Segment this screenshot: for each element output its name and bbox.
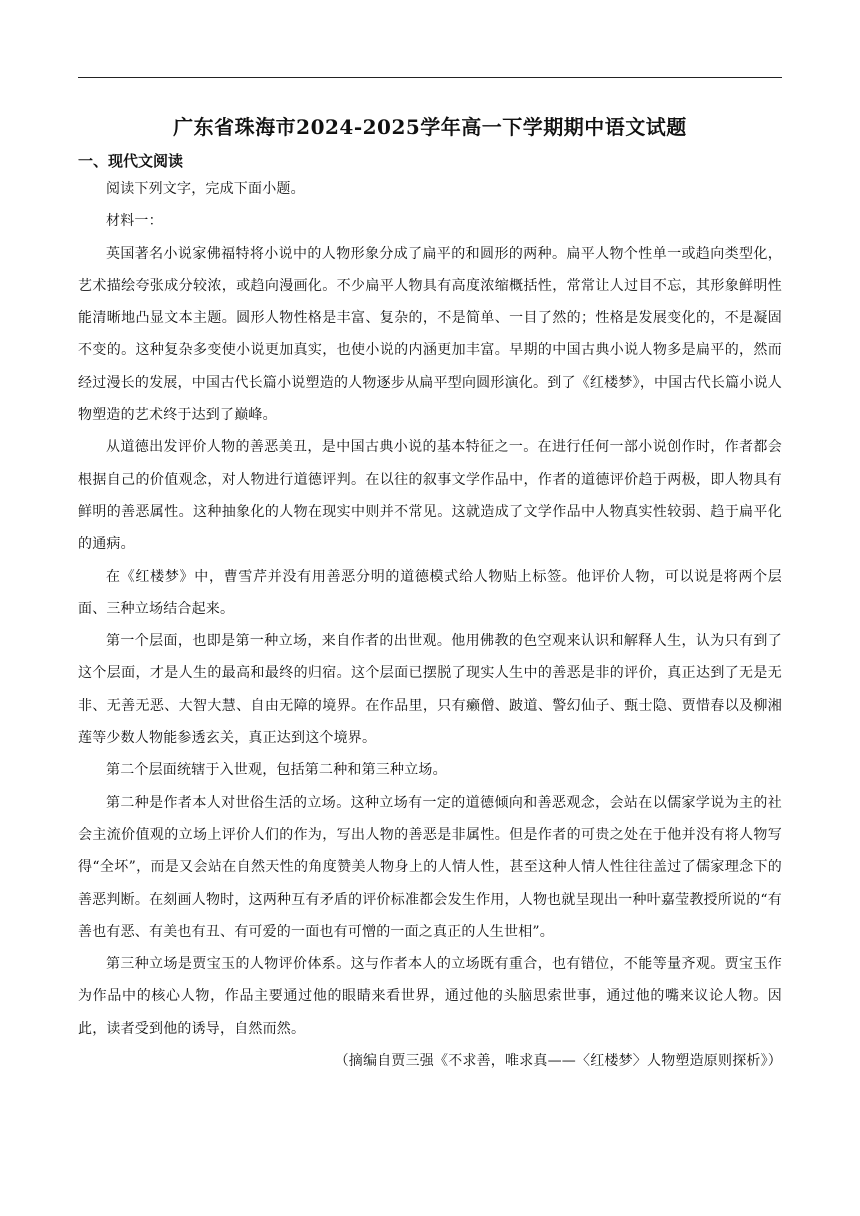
header-rule — [78, 77, 782, 78]
source-citation: （摘编自贾三强《不求善，唯求真——〈红楼梦〉人物塑造原则探析》） — [334, 1053, 782, 1070]
instruction-text: 阅读下列文字，完成下面小题。 — [106, 181, 305, 197]
material-label: 材料一： — [106, 213, 163, 230]
section-heading: 一、现代文阅读 — [78, 152, 184, 170]
page-title: 广东省珠海市2024-2025学年高一下学期期中语文试题 — [173, 115, 687, 139]
paragraph: 第一个层面，也即是第一种立场，来自作者的出世观。他用佛教的色空观来认识和解释人生，认为只有到了这个层面，才是人生的最高和最终的归宿。这个层面已摆脱了现实人生中的善恶是非的评价，真正达到了无是无非、无善无恶、大智大慧、自由无障的境界。在作品里，只有癞僧、跛道、警幻仙子、甄士隐、贾惜春以及柳湘莲等少数人物能参透玄关，真正达到这个境界。 — [78, 633, 782, 747]
paragraph: 从道德出发评价人物的善恶美丑，是中国古典小说的基本特征之一。在进行任何一部小说创作时，作者都会根据自己的价值观念，对人物进行道德评判。在以往的叙事文学作品中，作者的道德评价趋于两极，即人物具有鲜明的善恶属性。这种抽象化的人物在现实中则并不常见。这就造成了文学作品中人物真实性较弱、趋于扁平化的通病。 — [78, 439, 782, 553]
paragraph: 第二种是作者本人对世俗生活的立场。这种立场有一定的道德倾向和善恶观念，会站在以儒家学说为主的社会主流价值观的立场上评价人们的作为，写出人物的善恶是非属性。但是作者的可贵之处在于他并没有将人物写得“全坏”，而是又会站在自然天性的角度赞美人物身上的人情人性，甚至这种人情人性往往盖过了儒家理念下的善恶判断。在刻画人物时，这两种互有矛盾的评价标准都会发生作用，人物也就呈现出一种叶嘉莹教授所说的“有善也有恶、有美也有丑、有可爱的一面也有可憎的一面之真正的人生世相”。 — [78, 794, 782, 940]
paragraph: 第三种立场是贾宝玉的人物评价体系。这与作者本人的立场既有重合，也有错位，不能等量齐观。贾宝玉作为作品中的核心人物，作品主要通过他的眼睛来看世界，通过他的头脑思索世事，通过他的嘴来议论人物。因此，读者受到他的诱导，自然而然。 — [78, 956, 782, 1037]
reading-passage — [78, 173, 782, 1077]
paragraph: 英国著名小说家佛福特将小说中的人物形象分成了扁平的和圆形的两种。扁平人物个性单一或趋向类型化，艺术描绘夸张成分较浓，或趋向漫画化。不少扁平人物具有高度浓缩概括性，常常让人过目不忘，其形象鲜明性能清晰地凸显文本主题。圆形人物性格是丰富、复杂的，不是简单、一目了然的；性格是发展变化的，不是凝固不变的。这种复杂多变使小说更加真实，也使小说的内涵更加丰富。早期的中国古典小说人物多是扁平的，然而经过漫长的发展，中国古代长篇小说塑造的人物逐步从扁平型向圆形演化。到了《红楼梦》，中国古代长篇小说人物塑造的艺术终于达到了巅峰。 — [78, 245, 782, 424]
paragraph: 在《红楼梦》中，曹雪芹并没有用善恶分明的道德模式给人物贴上标签。他评价人物，可以说是将两个层面、三种立场结合起来。 — [78, 568, 782, 617]
paragraph: 第二个层面统辖于入世观，包括第二种和第三种立场。 — [106, 762, 447, 779]
